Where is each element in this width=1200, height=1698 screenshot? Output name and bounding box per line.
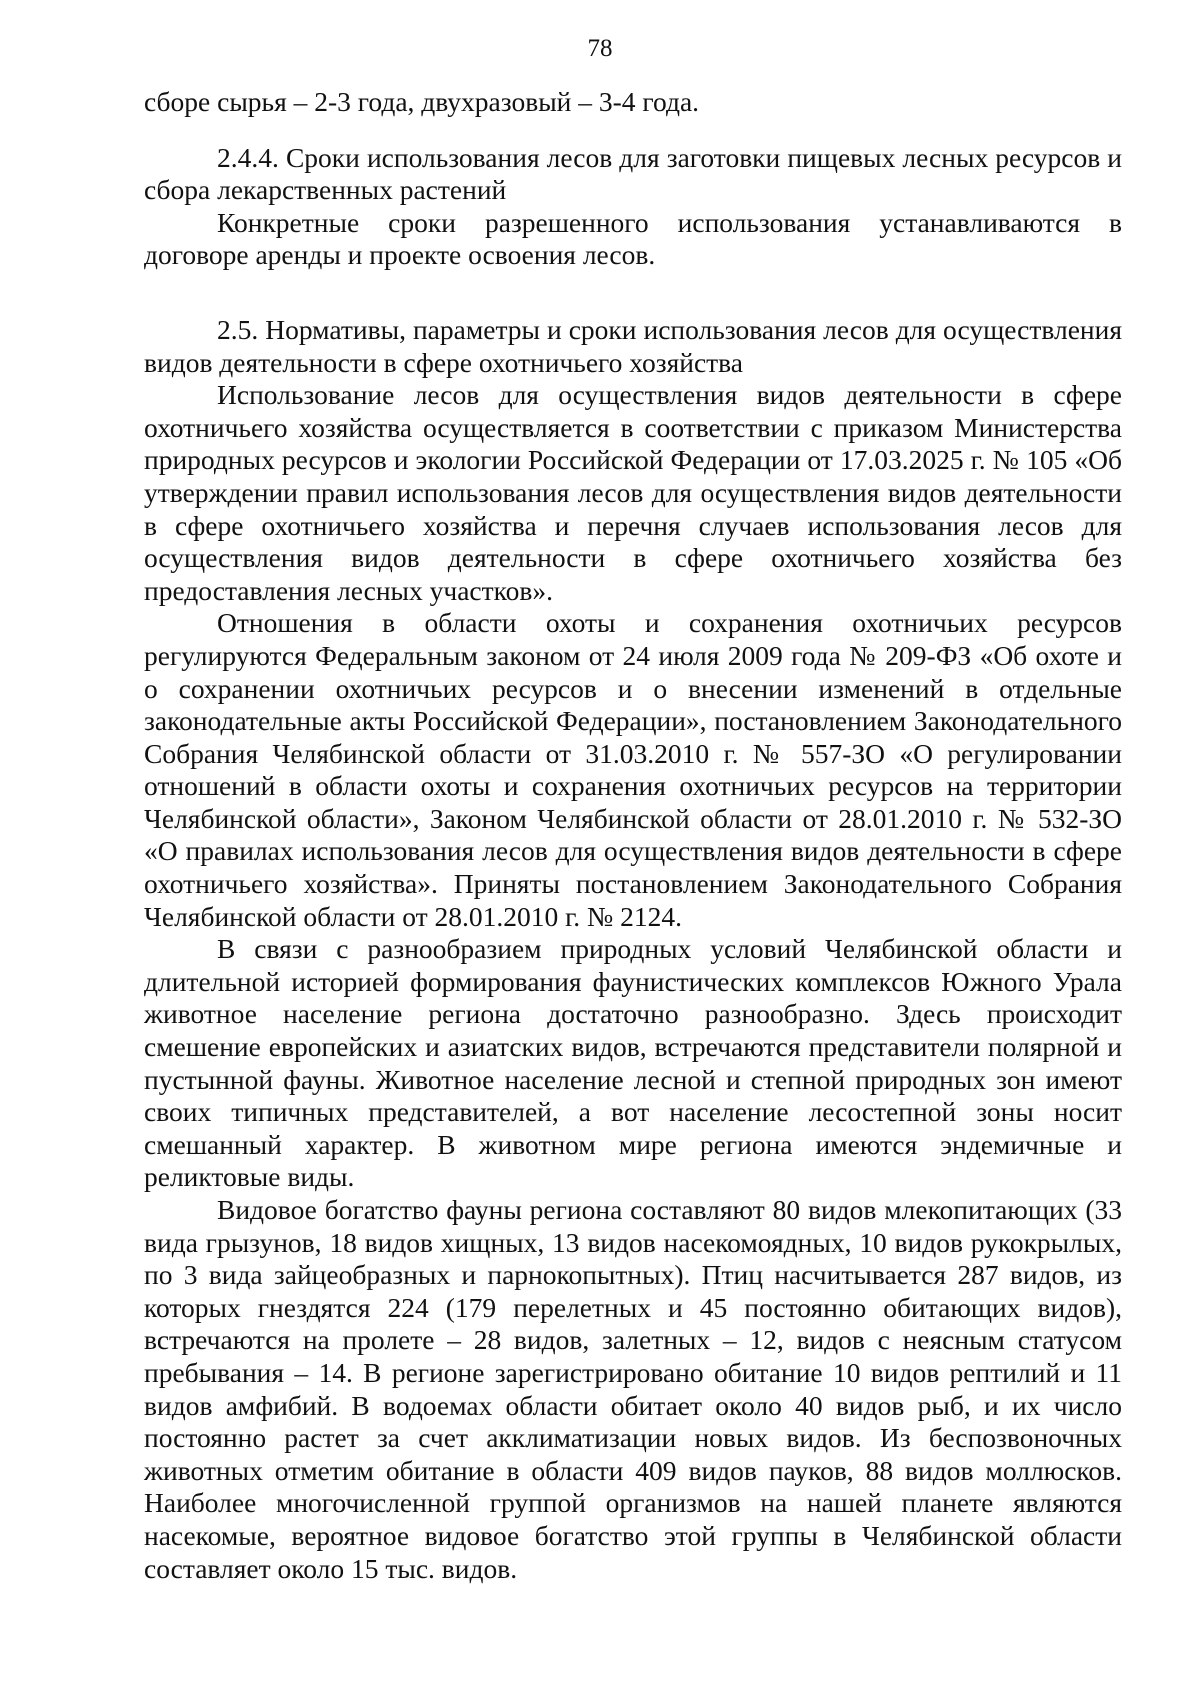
paragraph-species-richness: Видовое богатство фауны региона составляют 80 видов млекопитающих (33 вида грызунов, 18 видов хищных, 13 видов насекомоядных, 10 видов рукокрылых, по 3 вида зайцеобразных и парнокопытных). Птиц насчитывается 287 видов, из которых гнездятся 224 (179 перелетных и 45 постоянно обитающих видов), встречаются на пролете – 28 видов, залетных – 12, видов с неясным статусом пребывания – 14. В регионе зарегистрировано обитание 10 видов рептилий и 11 видов амфибий. В водоемах области обитает около 40 видов рыб, и их число постоянно растет за счет акклиматизации новых видов. Из беспозвоночных животных отметим обитание в области 409 видов пауков, 88 видов моллюсков. Наиболее многочисленной группой организмов на нашей планете являются насекомые, вероятное видовое богатство этой группы в Челябинской области составляет около 15 тыс. видов. bbox=[144, 1194, 1122, 1584]
section-heading-2-4-4: 2.4.4. Сроки использования лесов для заготовки пищевых лесных ресурсов и сбора лекарственных растений bbox=[144, 141, 1122, 206]
paragraph-hunting-laws: Отношения в области охоты и сохранения охотничьих ресурсов регулируются Федеральным законом от 24 июля 2009 года № 209-ФЗ «Об охоте и о сохранении охотничьих ресурсов и о внесении изменений в отдельные законодательные акты Российской Федерации», постановлением Законодательного Собрания Челябинской области от 31.03.2010 г. № 557-ЗО «О регулировании отношений в области охоты и сохранения охотничьих ресурсов на территории Челябинской области», Законом Челябинской области от 28.01.2010 г. № 532-ЗО «О правилах использования лесов для осуществления видов деятельности в сфере охотничьего хозяйства». Приняты постановлением Законодательного Собрания Челябинской области от 28.01.2010 г. № 2124. bbox=[144, 607, 1122, 932]
page-number: 78 bbox=[587, 35, 613, 62]
paragraph-lease-terms: Конкретные сроки разрешенного использования устанавливаются в договоре аренды и проекте освоения лесов. bbox=[144, 206, 1122, 271]
document-body bbox=[144, 86, 1122, 1585]
paragraph-fauna-diversity: В связи с разнообразием природных условий Челябинской области и длительной историей формирования фаунистических комплексов Южного Урала животное население региона достаточно разнообразно. Здесь происходит смешение европейских и азиатских видов, встречаются представители полярной и пустынной фауны. Животное население лесной и степной природных зон имеют своих типичных представителей, а вот население лесостепной зоны носит смешанный характер. В животном мире региона имеются эндемичные и реликтовые виды. bbox=[144, 933, 1122, 1193]
paragraph-hunting-order: Использование лесов для осуществления видов деятельности в сфере охотничьего хозяйства осуществляется в соответствии с приказом Министерства природных ресурсов и экологии Российской Федерации от 17.03.2025 г. № 105 «Об утверждении правил использования лесов для осуществления видов деятельности в сфере охотничьего хозяйства и перечня случаев использования лесов для осуществления видов деятельности в сфере охотничьего хозяйства без предоставления лесных участков». bbox=[144, 379, 1122, 606]
continuation-text: сборе сырья – 2-3 года, двухразовый – 3-4 года. bbox=[144, 86, 700, 117]
section-heading-2-5: 2.5. Нормативы, параметры и сроки использования лесов для осуществления видов деятельности в сфере охотничьего хозяйства bbox=[144, 313, 1122, 378]
